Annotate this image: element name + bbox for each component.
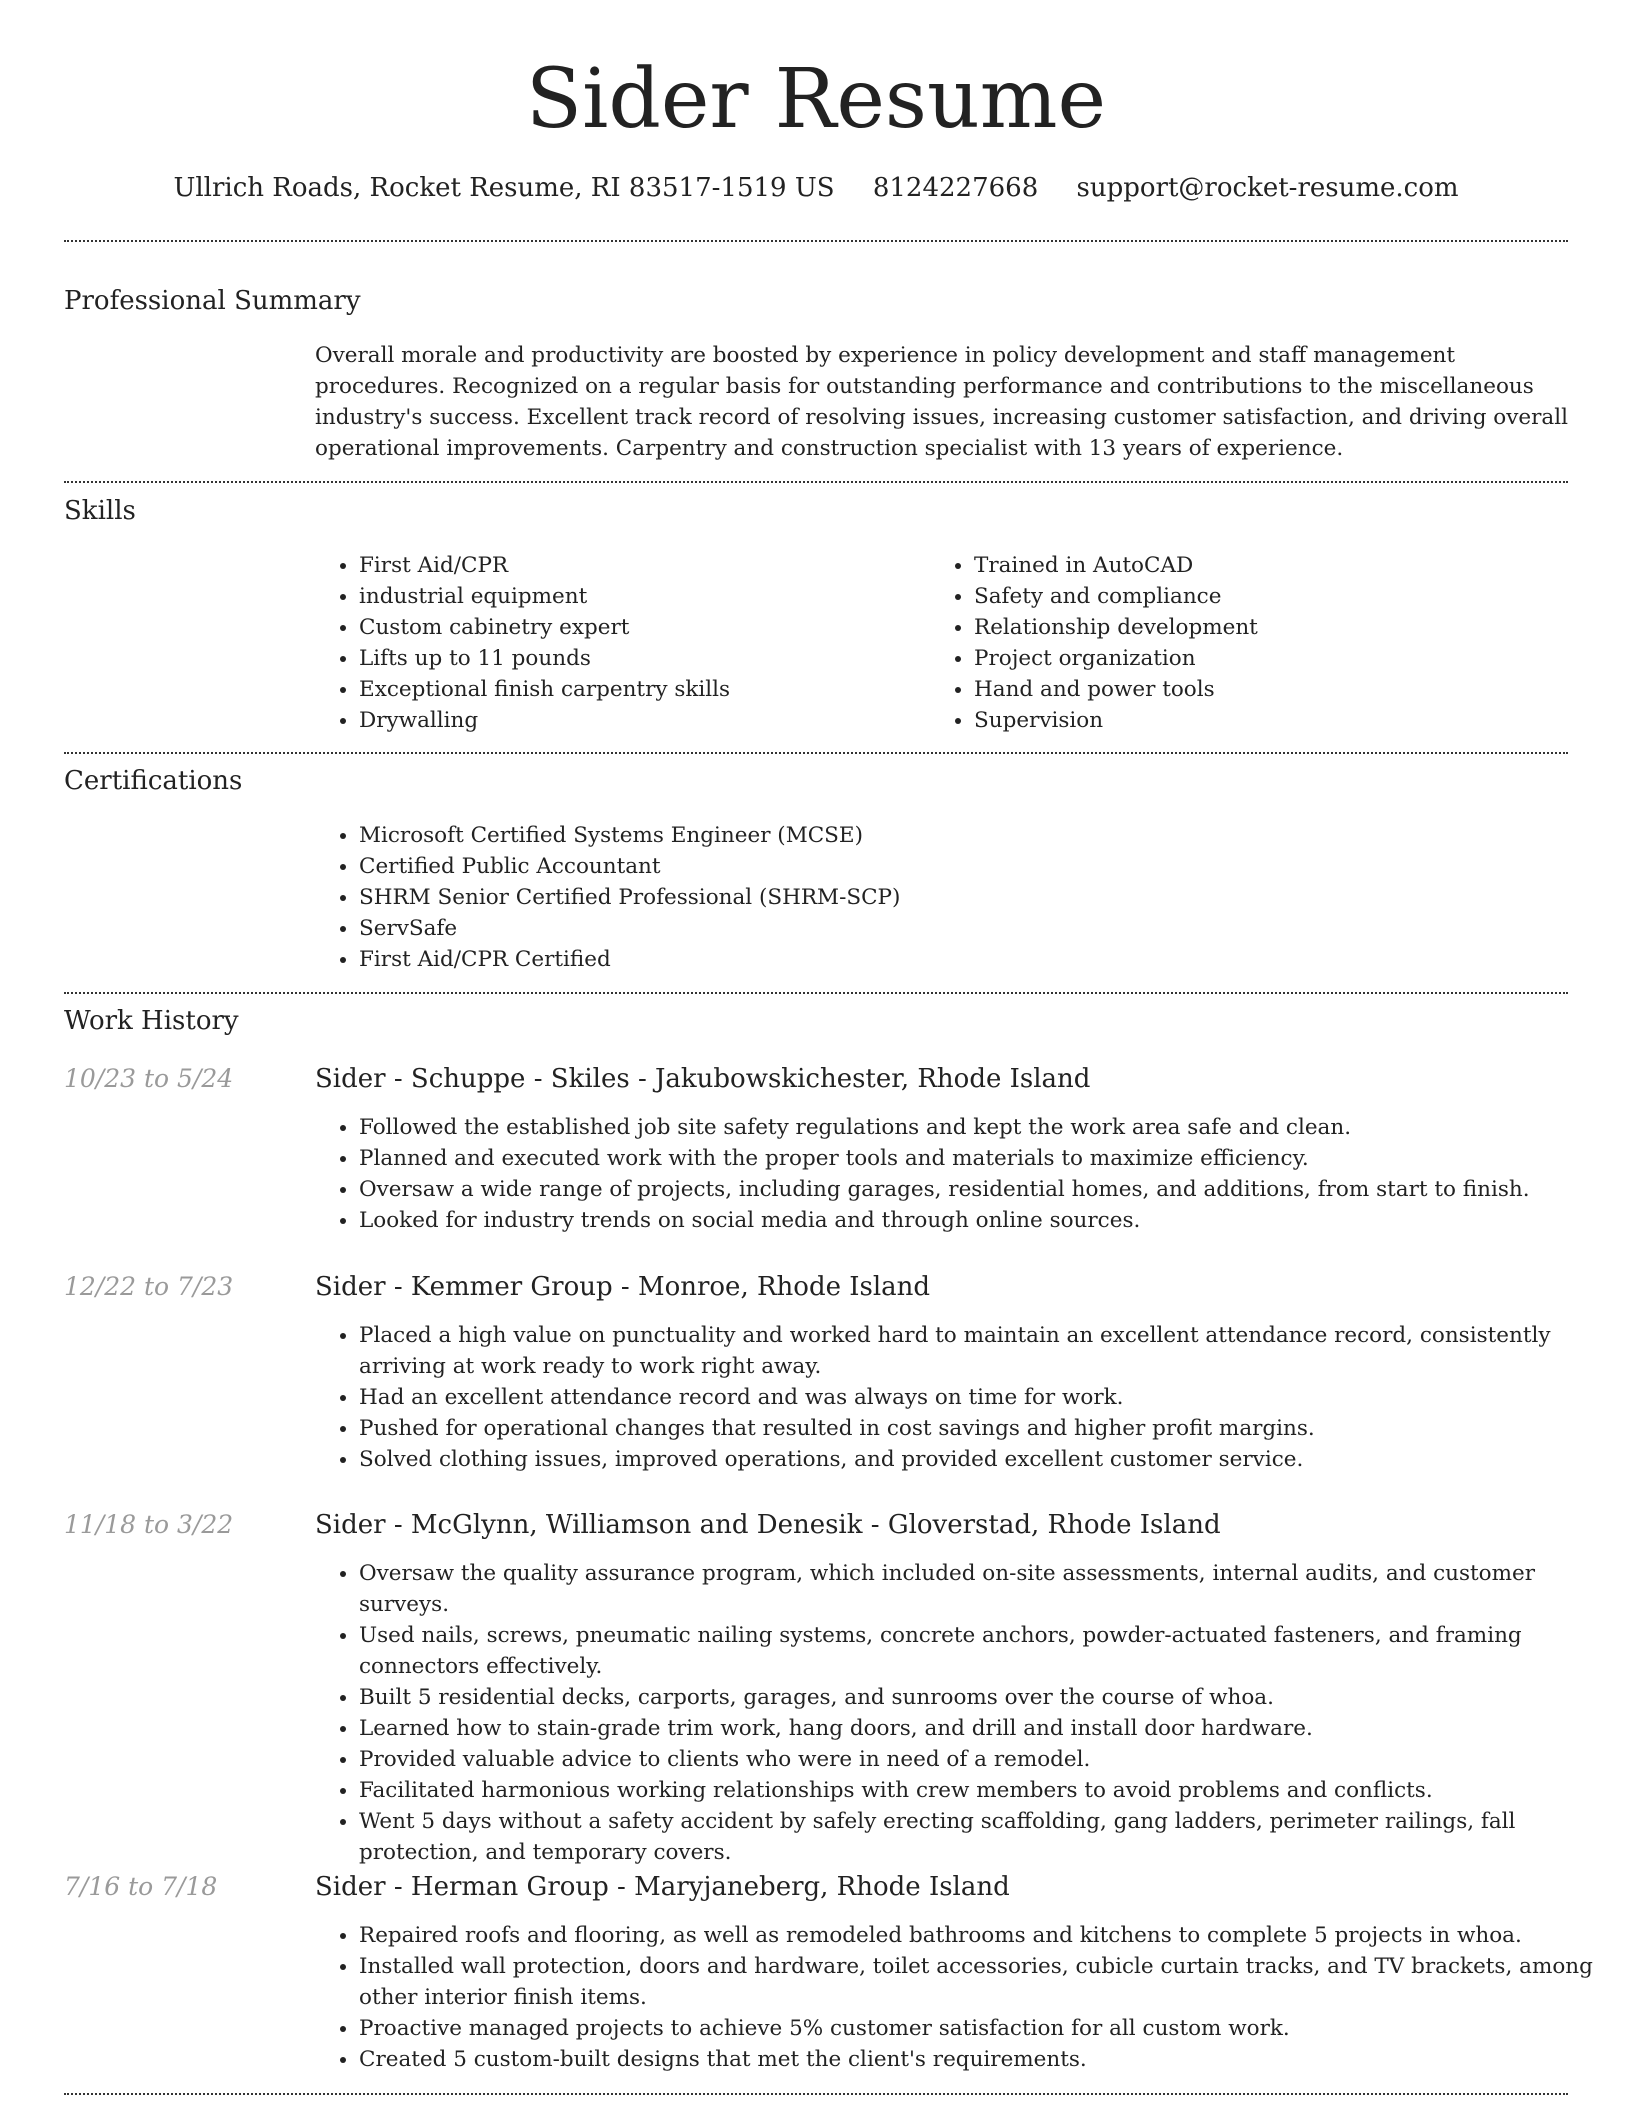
skills-title: Skills xyxy=(64,496,136,526)
certification-item: • First Aid/CPR Certified xyxy=(359,944,1559,975)
certifications-title: Certifications xyxy=(64,766,243,796)
job-bullet: • Installed wall protection, doors and hardware, toilet accessories, cubicle curtain tracks, and TV brackets, among other interior finish items. xyxy=(359,1951,1617,2013)
job-bullets xyxy=(315,1320,1617,1475)
job-bullets xyxy=(315,1920,1617,2075)
contact-line xyxy=(0,170,1632,206)
skill-item: • Custom cabinetry expert xyxy=(359,612,919,643)
job-dates: 10/23 to 5/24 xyxy=(64,1064,234,1093)
job-bullet: • Built 5 residential decks, carports, garages, and sunrooms over the course of whoa. xyxy=(359,1682,1617,1713)
section-divider xyxy=(64,2093,1568,2095)
job-bullet: • Pushed for operational changes that resulted in cost savings and higher profit margins. xyxy=(359,1413,1617,1444)
certification-item: • ServSafe xyxy=(359,913,1559,944)
job-bullet: • Used nails, screws, pneumatic nailing systems, concrete anchors, powder-actuated fasteners, and framing connectors effectively. xyxy=(359,1620,1617,1682)
job-bullet: • Provided valuable advice to clients who were in need of a remodel. xyxy=(359,1744,1617,1775)
certification-item: • SHRM Senior Certified Professional (SHRM-SCP) xyxy=(359,882,1559,913)
certification-item: • Certified Public Accountant xyxy=(359,851,1559,882)
skill-item: • industrial equipment xyxy=(359,581,919,612)
skill-item: • Lifts up to 11 pounds xyxy=(359,643,919,674)
skill-item: • Exceptional finish carpentry skills xyxy=(359,674,919,705)
job-title: Sider - Kemmer Group - Monroe, Rhode Island xyxy=(315,1272,931,1302)
contact-address: Ullrich Roads, Rocket Resume, RI 83517-1519 US xyxy=(173,173,835,203)
summary-text: Overall morale and productivity are boosted by experience in policy development and staff management procedures. Recognized on a regular basis for outstanding performance and contributions to the miscellaneous industry's success. Excellent track record of resolving issues, increasing customer satisfaction, and driving overall operational improvements. Carpentry and construction specialist with 13 years of experience. xyxy=(315,343,1568,461)
contact-email: support@rocket-resume.com xyxy=(1076,173,1459,203)
job-dates: 12/22 to 7/23 xyxy=(64,1272,234,1301)
section-divider xyxy=(64,240,1568,242)
job-title: Sider - McGlynn, Williamson and Denesik - Gloverstad, Rhode Island xyxy=(315,1510,1221,1540)
skill-item: • Drywalling xyxy=(359,705,919,736)
job-bullets xyxy=(315,1558,1617,1868)
section-divider xyxy=(64,481,1568,483)
summary-title: Professional Summary xyxy=(64,286,361,316)
work-history-title: Work History xyxy=(64,1006,239,1036)
job-bullet: • Placed a high value on punctuality and worked hard to maintain an excellent attendance record, consistently arriving at work ready to work right away. xyxy=(359,1320,1617,1382)
certifications-list xyxy=(315,820,1559,975)
skill-item: • Hand and power tools xyxy=(974,674,1534,705)
job-bullet: • Planned and executed work with the proper tools and materials to maximize efficiency. xyxy=(359,1143,1617,1174)
job-title: Sider - Herman Group - Maryjaneberg, Rhode Island xyxy=(315,1872,1010,1902)
skill-item: • Project organization xyxy=(974,643,1534,674)
skill-item: • Trained in AutoCAD xyxy=(974,550,1534,581)
contact-phone: 8124227668 xyxy=(872,173,1039,203)
job-bullet: • Learned how to stain-grade trim work, hang doors, and drill and install door hardware. xyxy=(359,1713,1617,1744)
job-bullet: • Repaired roofs and flooring, as well as remodeled bathrooms and kitchens to complete 5 projects in whoa. xyxy=(359,1920,1617,1951)
skill-item: • Relationship development xyxy=(974,612,1534,643)
job-bullets xyxy=(315,1112,1617,1236)
job-bullet: • Solved clothing issues, improved operations, and provided excellent customer service. xyxy=(359,1444,1617,1475)
skill-item: • Safety and compliance xyxy=(974,581,1534,612)
job-bullet: • Proactive managed projects to achieve 5% customer satisfaction for all custom work. xyxy=(359,2013,1617,2044)
certification-item: • Microsoft Certified Systems Engineer (MCSE) xyxy=(359,820,1559,851)
job-bullet: • Went 5 days without a safety accident by safely erecting scaffolding, gang ladders, perimeter railings, fall protection, and temporary covers. xyxy=(359,1806,1617,1868)
job-bullet: • Looked for industry trends on social media and through online sources. xyxy=(359,1205,1617,1236)
job-bullet: • Oversaw a wide range of projects, including garages, residential homes, and additions, from start to finish. xyxy=(359,1174,1617,1205)
skill-item: • First Aid/CPR xyxy=(359,550,919,581)
job-dates: 11/18 to 3/22 xyxy=(64,1510,234,1539)
job-title: Sider - Schuppe - Skiles - Jakubowskichester, Rhode Island xyxy=(315,1064,1091,1094)
job-bullet: • Had an excellent attendance record and was always on time for work. xyxy=(359,1382,1617,1413)
job-dates: 7/16 to 7/18 xyxy=(64,1872,218,1901)
skills-list-right xyxy=(930,550,1534,736)
resume-name: Sider Resume xyxy=(525,52,1107,147)
section-divider xyxy=(64,752,1568,754)
skills-list-left xyxy=(315,550,919,736)
job-bullet: • Followed the established job site safety regulations and kept the work area safe and clean. xyxy=(359,1112,1617,1143)
job-bullet: • Created 5 custom-built designs that met the client's requirements. xyxy=(359,2044,1617,2075)
skill-item: • Supervision xyxy=(974,705,1534,736)
job-bullet: • Facilitated harmonious working relationships with crew members to avoid problems and conflicts. xyxy=(359,1775,1617,1806)
job-bullet: • Oversaw the quality assurance program, which included on-site assessments, internal audits, and customer surveys. xyxy=(359,1558,1617,1620)
section-divider xyxy=(64,992,1568,994)
